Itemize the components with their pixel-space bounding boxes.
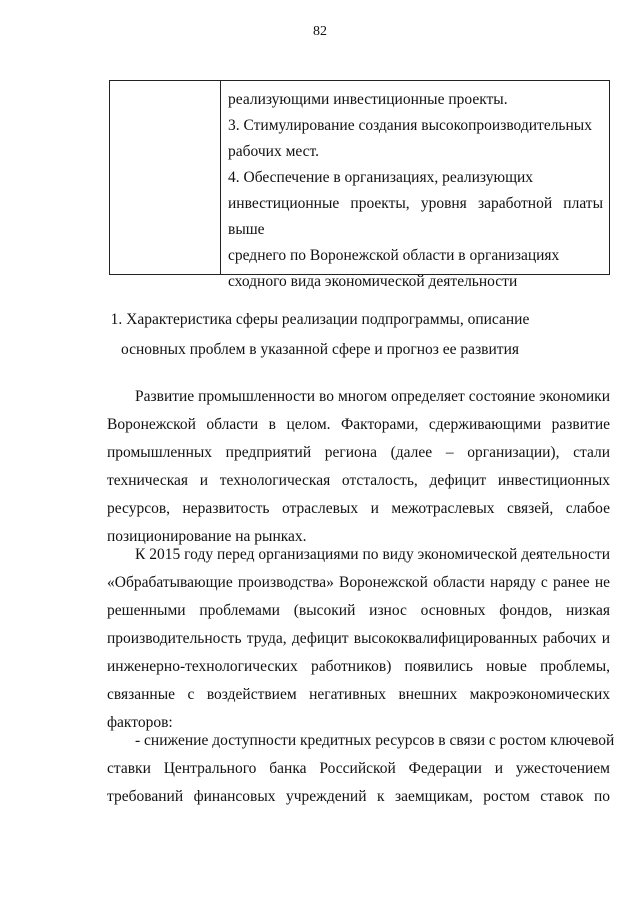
section-heading	[0, 305, 640, 365]
text-line: техническая и технологическая отсталость, дефицит инвестиционных	[107, 472, 610, 489]
table-line: инвестиционные проекты, уровня заработной платы выше	[228, 195, 603, 238]
table-line: реализующими инвестиционные проекты.	[228, 91, 508, 108]
text-line: связанные с воздействием негативных внешних макроэкономических	[107, 686, 610, 703]
paragraph-2	[107, 541, 610, 737]
heading-line: основных проблем в указанной сфере и прогноз ее развития	[121, 341, 519, 358]
table-column-divider	[220, 81, 221, 274]
program-table	[109, 80, 610, 290]
text-line: «Обрабатывающие производства» Воронежской области наряду с ранее не	[107, 574, 610, 591]
text-line: позиционирование на рынках.	[107, 528, 307, 545]
text-line: факторов:	[107, 714, 173, 731]
table-line: 3. Стимулирование создания высокопроизводительных	[228, 117, 592, 134]
table-line: сходного вида экономической деятельности	[228, 273, 518, 290]
paragraph-1	[107, 383, 610, 551]
text-line: ресурсов, неразвитость отраслевых и межотраслевых связей, слабое	[107, 500, 610, 517]
heading-line: 1. Характеристика сферы реализации подпрограммы, описание	[110, 311, 530, 328]
table-line: среднего по Воронежской области в организациях	[228, 247, 560, 264]
text-line: Развитие промышленности во многом определяет состояние экономики	[135, 388, 610, 405]
text-line: Воронежской области в целом. Факторами, сдерживающими развитие	[107, 416, 610, 433]
table-line: 4. Обеспечение в организациях, реализующих	[228, 169, 534, 186]
text-line: требований финансовых учреждений к заемщикам, ростом ставок по	[107, 788, 610, 805]
text-line: ставки Центрального банка Российской Федерации и ужесточением	[107, 760, 610, 777]
text-line: решенными проблемами (высокий износ основных фондов, низкая	[107, 602, 610, 619]
text-line: - снижение доступности кредитных ресурсов в связи с ростом ключевой	[135, 732, 615, 749]
table-line: рабочих мест.	[228, 143, 320, 160]
text-line: инженерно-технологических работников) появились новые проблемы,	[107, 658, 610, 675]
page-number: 82	[313, 24, 327, 39]
text-line: К 2015 году перед организациями по виду экономической деятельности	[135, 546, 610, 563]
table-right-cell	[228, 87, 603, 295]
text-line: промышленных предприятий региона (далее – организации), стали	[107, 444, 610, 461]
text-line: производительность труда, дефицит высококвалифицированных рабочих и	[107, 630, 610, 647]
paragraph-3	[107, 727, 615, 811]
